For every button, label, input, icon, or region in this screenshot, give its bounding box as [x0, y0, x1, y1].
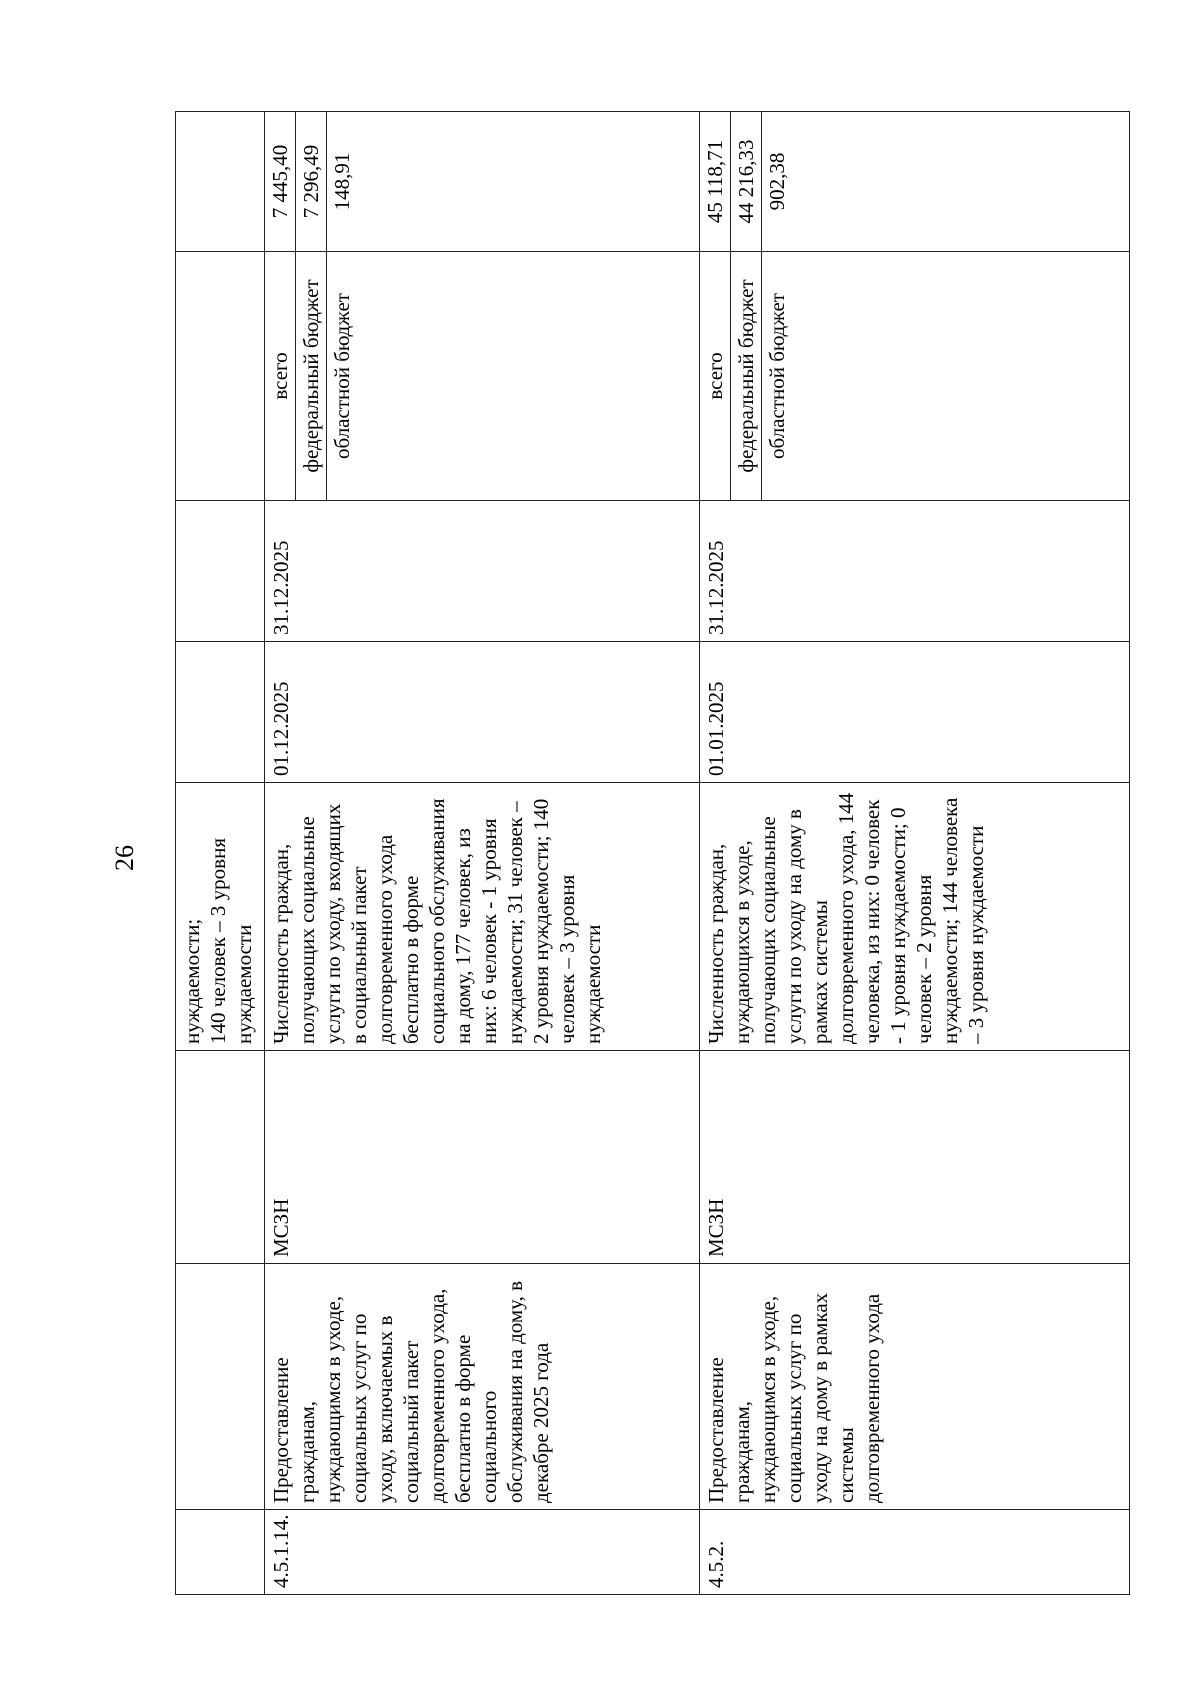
end-date: 31.12.2025: [265, 501, 700, 642]
measures-table: [175, 111, 1130, 1595]
financing-source: федеральный бюджет: [296, 252, 327, 500]
table-row: [700, 112, 1130, 1595]
empty-cell: [176, 112, 265, 252]
table-row: [265, 112, 700, 1595]
empty-cell: [176, 1510, 265, 1595]
empty-cell: [176, 252, 265, 501]
continuation-line: 140 человек – 3 уровня: [206, 838, 230, 1044]
financing-sources: [700, 252, 1130, 501]
empty-cell: [176, 1264, 265, 1510]
financing-source: всего: [703, 352, 727, 400]
row-number: 4.5.2.: [700, 1510, 1130, 1595]
responsible: МСЗН: [265, 1051, 700, 1264]
financing-amount: 902,38: [762, 112, 793, 251]
financing-amount: 7 296,49: [296, 112, 327, 251]
financing-amount: 7 445,40: [268, 144, 292, 219]
start-date: 01.12.2025: [265, 642, 700, 783]
financing-amounts-table: [265, 112, 357, 251]
financing-amounts: [700, 112, 1130, 252]
continuation-line: нуждаемости;: [180, 918, 204, 1044]
empty-cell: [176, 642, 265, 783]
page-number: 26: [110, 845, 139, 871]
financing-source: всего: [268, 352, 292, 400]
empty-cell: [176, 501, 265, 642]
continuation-indicator: [176, 783, 265, 1051]
financing-amount: 148,91: [327, 112, 358, 251]
empty-cell: [176, 1051, 265, 1264]
financing-source: областной бюджет: [762, 252, 793, 500]
financing-amounts-table: [700, 112, 792, 251]
measure-name: Предоставление гражданам, нуждающимся в уходе, социальных услуг по уходу на дому в рамках системы долговременного ухода: [700, 1264, 1130, 1510]
financing-source: областной бюджет: [327, 252, 358, 500]
indicator: Численность граждан, нуждающихся в уходе, получающих социальные услуги по уходу на дому в рамках системы долговременного ухода, 144 человека, из них: 0 человек - 1 уровня нуждаемости; 0 человек – 2 уровня нуждаемости; 144 человека – 3 уровня нуждаемости: [700, 783, 1130, 1051]
financing-sources-table: [265, 252, 357, 500]
financing-source: федеральный бюджет: [731, 252, 762, 500]
financing-amount: 45 118,71: [703, 139, 727, 224]
responsible: МСЗН: [700, 1051, 1130, 1264]
continuation-row: [176, 112, 265, 1595]
financing-sources-table: [700, 252, 792, 500]
row-number: 4.5.1.14.: [265, 1510, 700, 1595]
financing-sources: [265, 252, 700, 501]
financing-amount: 44 216,33: [731, 112, 762, 251]
start-date: 01.01.2025: [700, 642, 1130, 783]
financing-amounts: [265, 112, 700, 252]
rotated-table-container: [175, 112, 1130, 1595]
end-date: 31.12.2025: [700, 501, 1130, 642]
continuation-line: нуждаемости: [232, 924, 256, 1044]
indicator: Численность граждан, получающих социальные услуги по уходу, входящих в социальный пакет долговременного ухода бесплатно в форме социального обслуживания на дому, 177 человек, из них: 6 человек - 1 уровня нуждаемости; 31 человек – 2 уровня нуждаемости; 140 человек – 3 уровня нуждаемости: [265, 783, 700, 1051]
measure-name: Предоставление гражданам, нуждающимся в уходе, социальных услуг по уходу, включаемых в социальный пакет долговременного ухода, бесплатно в форме социального обслуживания на дому, в декабре 2025 года: [265, 1264, 700, 1510]
